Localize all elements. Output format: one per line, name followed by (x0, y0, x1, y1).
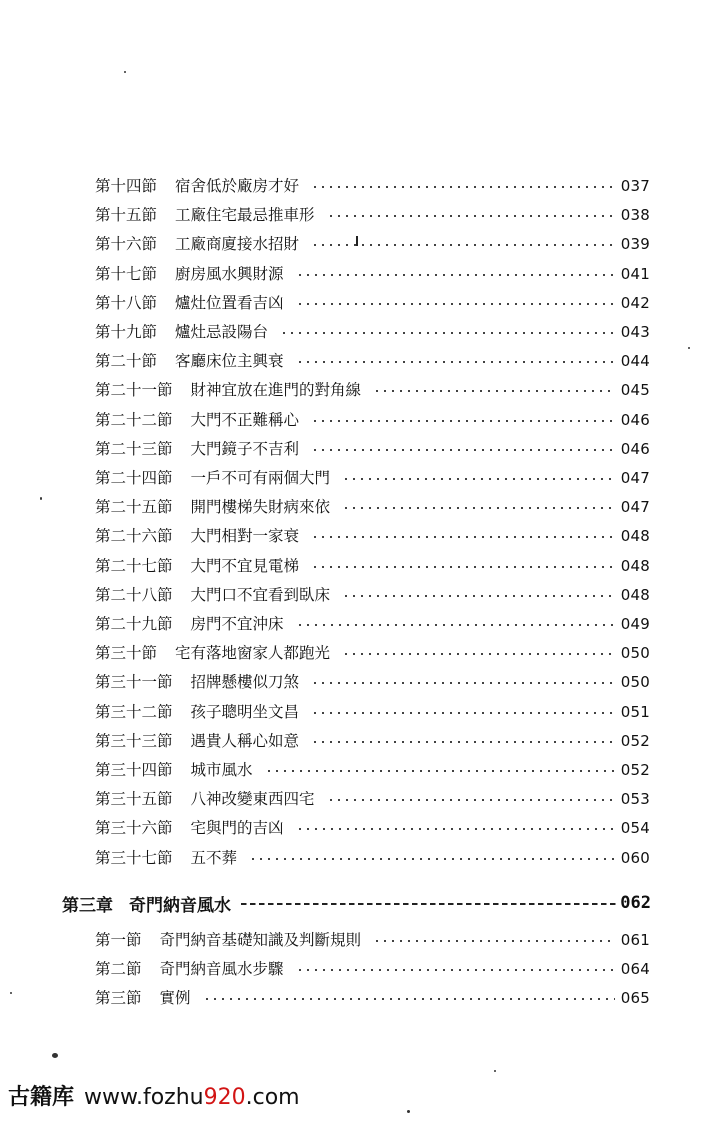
toc-entry (95, 845, 650, 871)
section-title: 城市風水 (190, 761, 253, 779)
section-title: 宿舍低於廠房才好 (175, 177, 300, 195)
toc-entry (95, 377, 650, 403)
dot-leader (241, 903, 616, 905)
page-number: 048 (620, 527, 650, 546)
section-title: 財神宜放在進門的對角線 (190, 381, 362, 400)
section-number: 第二十八節 (95, 585, 173, 604)
page-number: 050 (620, 644, 650, 663)
scan-speck (52, 1053, 58, 1058)
section-title: 孩子聰明坐文昌 (190, 702, 300, 721)
section-number: 第二節 (95, 960, 142, 978)
section-title: 工廠住宅最忌推車形 (175, 206, 315, 225)
toc-entry (95, 757, 650, 783)
section-number: 第二十七節 (95, 556, 173, 575)
section-number: 第三十一節 (95, 673, 173, 692)
watermark-url-number: 920 (203, 1085, 246, 1110)
toc-entry (95, 728, 650, 754)
toc-entry (95, 956, 650, 982)
toc-entry (95, 815, 650, 841)
section-title: 八神改變東西四宅 (190, 790, 315, 809)
section-number: 第三十節 (95, 644, 158, 663)
section-title: 大門不正難稱心 (190, 410, 300, 429)
chapter-heading (62, 888, 651, 918)
dot-leader (296, 303, 615, 305)
dot-leader (296, 828, 615, 830)
toc-entry (95, 173, 650, 199)
chapter-label: 第三章 (62, 895, 113, 916)
section-title: 工廠商廈接水招財 (175, 235, 300, 254)
toc-entry (95, 640, 650, 666)
page-number: 051 (620, 702, 650, 721)
toc-entry (95, 985, 650, 1011)
page-number: 046 (620, 410, 650, 429)
chapter-title: 奇門納音風水 (129, 895, 231, 916)
section-title: 大門鏡子不吉利 (190, 439, 300, 458)
page-number: 047 (620, 498, 650, 517)
dot-leader (203, 998, 615, 1000)
section-title: 實例 (159, 989, 191, 1007)
section-number: 第三十七節 (95, 848, 173, 867)
section-number: 第十八節 (95, 293, 158, 312)
scan-speck (40, 497, 42, 500)
scan-speck (124, 71, 126, 73)
dot-leader (311, 682, 615, 684)
toc-entry (95, 465, 650, 491)
toc-entry (95, 319, 650, 345)
toc-entry (95, 786, 650, 812)
watermark-url-prefix: www.fozhu (84, 1085, 204, 1110)
dot-leader (296, 361, 615, 363)
section-number: 第二十五節 (95, 498, 173, 517)
dot-leader (311, 741, 615, 743)
toc-entry (95, 927, 650, 953)
toc-entry (95, 494, 650, 520)
page-number: 061 (620, 931, 650, 949)
dot-leader (327, 215, 615, 217)
page-number: 060 (620, 848, 650, 867)
section-title: 大門口不宜看到臥床 (190, 585, 331, 604)
section-title: 客廳床位主興衰 (175, 352, 284, 371)
section-title: 遇貴人稱心如意 (190, 731, 300, 750)
dot-leader (296, 274, 615, 276)
page-number: 043 (620, 323, 650, 341)
toc-entry (95, 699, 650, 725)
scan-speck (10, 992, 12, 994)
dot-leader (311, 420, 615, 422)
page-number: 048 (620, 556, 650, 575)
dot-leader (296, 969, 615, 971)
dot-leader (249, 858, 615, 860)
dot-leader (311, 536, 615, 538)
section-number: 第三十三節 (95, 731, 173, 750)
section-title: 房門不宜沖床 (190, 615, 284, 633)
toc-entry (95, 348, 650, 374)
page-number: 041 (620, 264, 650, 283)
section-title: 招牌懸樓似刀煞 (190, 673, 300, 692)
chapter-page-number: 062 (620, 893, 651, 913)
dot-leader (327, 799, 615, 801)
page-number: 052 (620, 761, 650, 779)
section-number: 第二十二節 (95, 410, 173, 429)
section-title: 宅與門的吉凶 (190, 819, 284, 838)
section-title: 開門樓梯失財病來依 (190, 498, 331, 517)
dot-leader (311, 186, 615, 188)
page-number: 048 (620, 585, 650, 604)
dot-leader (342, 507, 615, 509)
section-title: 奇門納音基礎知識及判斷規則 (159, 931, 362, 949)
section-title: 廚房風水興財源 (175, 264, 284, 283)
page-number: 045 (620, 381, 650, 400)
section-number: 第三節 (95, 989, 142, 1007)
section-number: 第三十五節 (95, 790, 173, 809)
dot-leader (373, 390, 615, 392)
dot-leader (342, 653, 615, 655)
watermark-brand: 古籍库 (8, 1085, 75, 1110)
section-title: 宅有落地窗家人都跑光 (175, 644, 331, 663)
section-title: 五不葬 (190, 848, 238, 867)
toc-entry (95, 261, 650, 287)
page-number: 047 (620, 469, 650, 487)
page-number: 038 (620, 206, 650, 225)
dot-leader (280, 332, 615, 334)
section-number: 第十七節 (95, 264, 158, 283)
section-number: 第十五節 (95, 206, 158, 225)
section-title: 一戶不可有兩個大門 (190, 469, 331, 487)
toc-entry (95, 202, 650, 228)
page-number: 042 (620, 293, 650, 312)
section-number: 第三十六節 (95, 819, 173, 838)
section-title: 大門不宜見電梯 (190, 556, 300, 575)
scan-mark (356, 236, 358, 246)
section-number: 第十四節 (95, 177, 158, 195)
section-number: 第二十三節 (95, 439, 173, 458)
page-number: 054 (620, 819, 650, 838)
section-title: 奇門納音風水步驟 (159, 960, 284, 978)
section-number: 第二十九節 (95, 615, 173, 633)
section-number: 第三十四節 (95, 761, 173, 779)
toc-entry (95, 553, 650, 579)
page-number: 065 (620, 989, 650, 1007)
page-number: 052 (620, 731, 650, 750)
page-number: 044 (620, 352, 650, 371)
dot-leader (265, 770, 615, 772)
page-number: 037 (620, 177, 650, 195)
section-title: 爐灶位置看吉凶 (175, 293, 284, 312)
section-number: 第二十六節 (95, 527, 173, 546)
section-number: 第十六節 (95, 235, 158, 254)
dot-leader (296, 624, 615, 626)
dot-leader (311, 566, 615, 568)
toc-entry (95, 231, 650, 257)
section-number: 第二十節 (95, 352, 158, 371)
toc-entry (95, 407, 650, 433)
scan-speck (407, 1110, 410, 1113)
watermark-url-suffix: .com (245, 1085, 300, 1110)
toc-entry (95, 611, 650, 637)
scan-speck (494, 1070, 496, 1072)
dot-leader (311, 449, 615, 451)
dot-leader (342, 595, 615, 597)
toc-entry (95, 669, 650, 695)
dot-leader (342, 478, 615, 480)
section-number: 第二十一節 (95, 381, 173, 400)
section-number: 第二十四節 (95, 469, 173, 487)
page-number: 049 (620, 615, 650, 633)
section-number: 第三十二節 (95, 702, 173, 721)
dot-leader (373, 940, 615, 942)
toc-entry (95, 523, 650, 549)
toc-entry (95, 436, 650, 462)
section-title: 大門相對一家衰 (190, 527, 300, 546)
toc-entry (95, 582, 650, 608)
section-number: 第十九節 (95, 323, 158, 341)
page-number: 064 (620, 960, 650, 978)
scan-speck (688, 347, 690, 349)
section-number: 第一節 (95, 931, 142, 949)
page-number: 039 (620, 235, 650, 254)
page-number: 053 (620, 790, 650, 809)
section-title: 爐灶忌設陽台 (175, 323, 269, 341)
toc-entry (95, 290, 650, 316)
watermark (8, 1080, 300, 1111)
page-number: 046 (620, 439, 650, 458)
dot-leader (311, 712, 615, 714)
page-number: 050 (620, 673, 650, 692)
